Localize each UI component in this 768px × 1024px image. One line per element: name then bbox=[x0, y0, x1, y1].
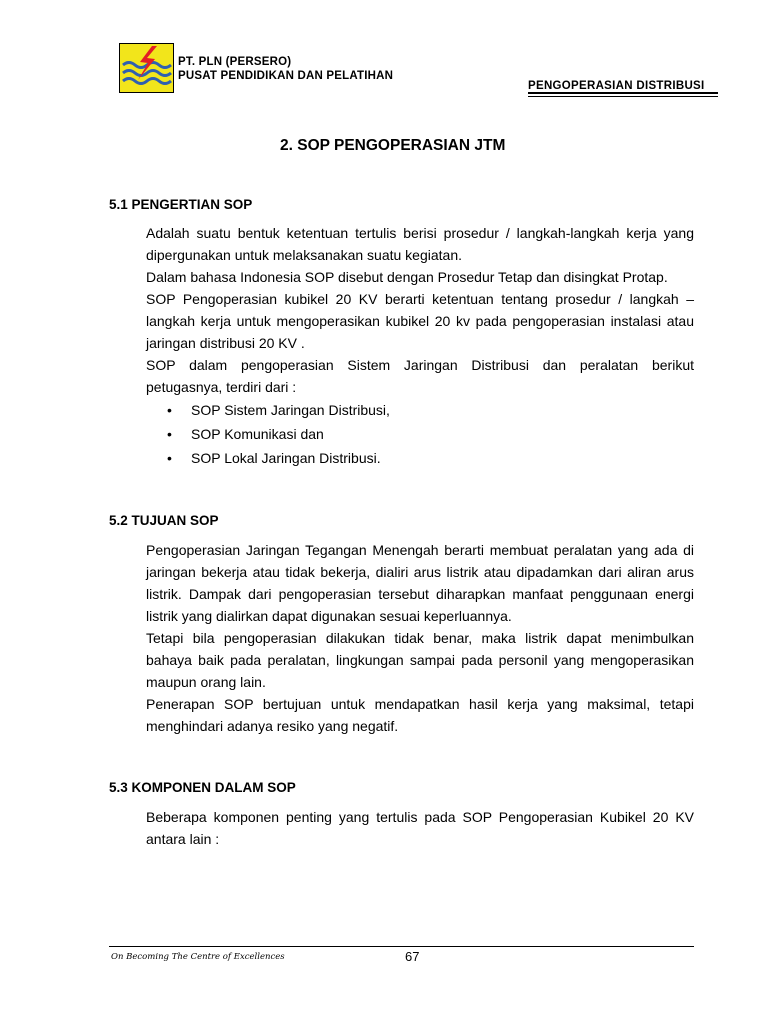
paragraph: SOP dalam pengoperasian Sistem Jaringan Distribusi dan peralatan berikut petugasnya, terdiri dari : bbox=[146, 357, 694, 395]
company-name: PT. PLN (PERSERO) bbox=[178, 56, 292, 68]
paragraph: Dalam bahasa Indonesia SOP disebut dengan Prosedur Tetap dan disingkat Protap. bbox=[146, 269, 668, 285]
list-item: • SOP Komunikasi dan bbox=[146, 422, 694, 446]
paragraph: Penerapan SOP bertujuan untuk mendapatkan hasil kerja yang maksimal, tetapi menghindari adanya resiko yang negatif. bbox=[146, 696, 694, 734]
section-body-pengertian bbox=[146, 222, 694, 470]
section-heading-komponen: 5.3 KOMPONEN DALAM SOP bbox=[109, 780, 296, 795]
list-item: • SOP Lokal Jaringan Distribusi. bbox=[146, 446, 694, 470]
paragraph: Beberapa komponen penting yang tertulis pada SOP Pengoperasian Kubikel 20 KV antara lain : bbox=[146, 809, 694, 847]
page-number: 67 bbox=[405, 949, 420, 964]
section-heading-pengertian: 5.1 PENGERTIAN SOP bbox=[109, 197, 253, 212]
paragraph: Pengoperasian Jaringan Tegangan Menengah berarti membuat peralatan yang ada di jaringan bekerja atau tidak bekerja, dialiri arus listrik atau dipadamkan dari aliran arus listrik. Dampak dari pengoperasian tersebut diharapkan manfaat penggunaan energi listrik yang dialirkan dapat digunakan sesuai keperluannya. bbox=[146, 542, 694, 624]
footer-rule bbox=[109, 946, 694, 947]
paragraph: Adalah suatu bentuk ketentuan tertulis berisi prosedur / langkah-langkah kerja yang dipergunakan untuk melaksanakan suatu kegiatan. bbox=[146, 225, 694, 263]
section-heading-tujuan: 5.2 TUJUAN SOP bbox=[109, 513, 219, 528]
section-body-komponen bbox=[146, 806, 694, 850]
footer-tagline: On Becoming The Centre of Excellences bbox=[111, 952, 285, 962]
unit-name: PUSAT PENDIDIKAN DAN PELATIHAN bbox=[178, 70, 394, 82]
paragraph: Tetapi bila pengoperasian dilakukan tidak benar, maka listrik dapat menimbulkan bahaya baik pada peralatan, lingkungan sampai pada personil yang mengoperasikan maupun orang lain. bbox=[146, 630, 694, 690]
list-item: • SOP Sistem Jaringan Distribusi, bbox=[146, 398, 694, 422]
bullet-icon: • bbox=[167, 450, 172, 466]
module-title: PENGOPERASIAN DISTRIBUSI bbox=[528, 80, 705, 91]
chapter-title: 2. SOP PENGOPERASIAN JTM bbox=[280, 137, 506, 154]
section-body-tujuan bbox=[146, 539, 694, 737]
pln-logo bbox=[119, 43, 174, 93]
paragraph: SOP Pengoperasian kubikel 20 KV berarti ketentuan tentang prosedur / langkah – langkah kerja untuk mengoperasikan kubikel 20 kv pada pengoperasian instalasi atau jaringan distribusi 20 KV . bbox=[146, 291, 694, 351]
header-rule-thin bbox=[528, 96, 718, 97]
bullet-icon: • bbox=[167, 426, 172, 442]
bullet-icon: • bbox=[167, 402, 172, 418]
header-rule bbox=[528, 92, 718, 94]
bullet-list bbox=[146, 398, 694, 470]
